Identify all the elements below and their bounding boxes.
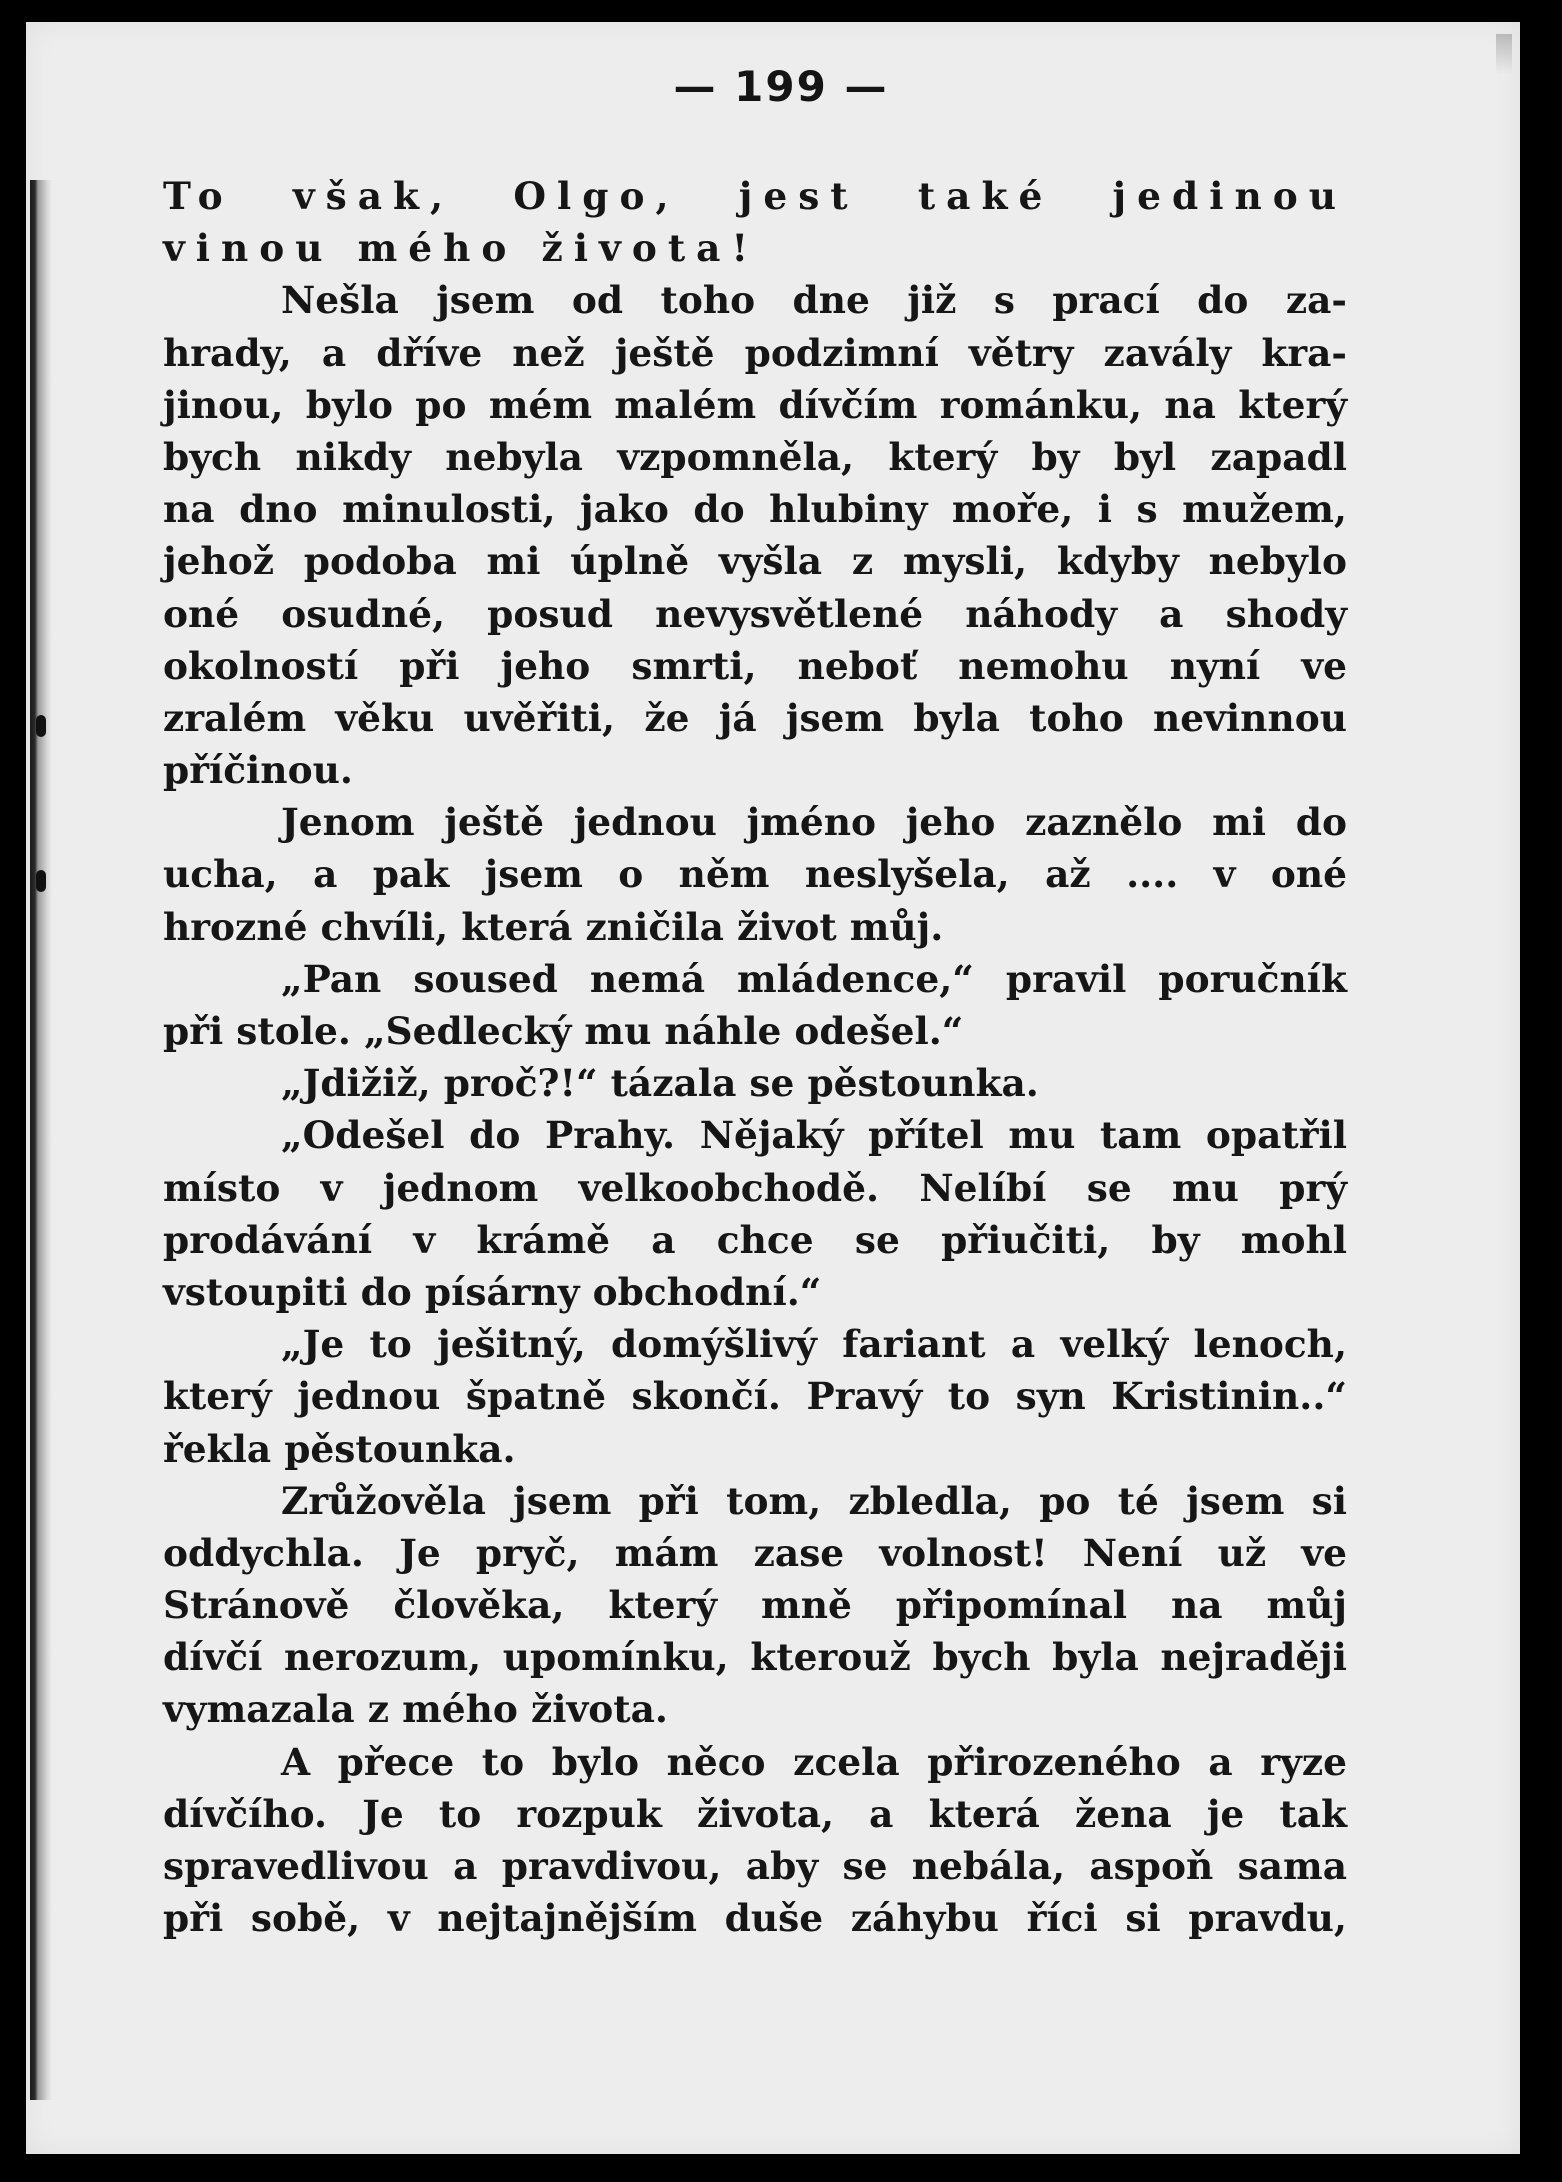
- body-text: [163, 170, 1347, 1944]
- text-line: zralém věku uvěřiti, že já jsem byla toho nevinnou: [163, 695, 1347, 740]
- text-line: prodávání v krámě a chce se přiučiti, by mohl: [163, 1217, 1347, 1262]
- text-line: řekla pěstounka.: [163, 1426, 516, 1471]
- binding-mark: [36, 870, 46, 892]
- text-line: Stránově člověka, který mně připomínal na můj: [163, 1583, 1347, 1628]
- text-line: vstoupiti do písárny obchodní.“: [163, 1269, 822, 1314]
- text-line: vinou mého života!: [163, 226, 759, 271]
- page-number: — 199 —: [673, 62, 889, 111]
- text-line: na dno minulosti, jako do hlubiny moře, i s mužem,: [163, 487, 1347, 532]
- text-line: To však, Olgo, jest také jedinou: [163, 174, 1347, 218]
- text-line: „Jdižiž, proč?!“ tázala se pěstounka.: [281, 1061, 1039, 1106]
- text-line: oddychla. Je pryč, mám zase volnost! Není už ve: [163, 1530, 1347, 1575]
- text-line: jehož podoba mi úplně vyšla z mysli, kdyby nebylo: [163, 539, 1347, 584]
- text-line: Zrůžověla jsem při tom, zbledla, po té jsem si: [281, 1478, 1347, 1523]
- text-line: „Odešel do Prahy. Nějaký přítel mu tam opatřil: [281, 1113, 1347, 1158]
- text-line: vymazala z mého života.: [163, 1687, 668, 1732]
- text-line: A přece to bylo něco zcela přirozeného a ryze: [281, 1739, 1347, 1784]
- text-line: při sobě, v nejtajnějším duše záhybu říci si pravdu,: [163, 1896, 1347, 1941]
- binding-mark: [36, 715, 46, 737]
- text-line: „Je to ješitný, domýšlivý fariant a velký lenoch,: [281, 1322, 1347, 1367]
- text-line: spravedlivou a pravdivou, aby se nebála, aspoň sama: [163, 1844, 1347, 1888]
- book-binding-edge: [30, 180, 52, 2100]
- text-line: hrozné chvíli, která zničila život můj.: [163, 904, 944, 949]
- text-line: ucha, a pak jsem o něm neslyšela, až .... v oné: [163, 852, 1347, 897]
- text-line: místo v jednom velkoobchodě. Nelíbí se mu prý: [163, 1165, 1347, 1210]
- text-line: Jenom ještě jednou jméno jeho zaznělo mi do: [281, 800, 1347, 845]
- text-line: „Pan soused nemá mládence,“ pravil poručník: [281, 956, 1347, 1001]
- text-line: oné osudné, posud nevysvětlené náhody a shody: [163, 591, 1347, 636]
- text-line: okolností při jeho smrti, neboť nemohu nyní ve: [163, 643, 1347, 688]
- text-line: při stole. „Sedlecký mu náhle odešel.“: [163, 1009, 964, 1053]
- text-line: dívčí nerozum, upomínku, kterouž bych byla nejraději: [163, 1635, 1347, 1680]
- text-line: hrady, a dříve než ještě podzimní větry zavály kra-: [163, 330, 1347, 375]
- text-line: příčinou.: [163, 748, 353, 793]
- text-line: Nešla jsem od toho dne již s prací do za-: [281, 278, 1347, 323]
- text-line: jinou, bylo po mém malém dívčím románku, na který: [163, 382, 1347, 427]
- text-line: bych nikdy nebyla vzpomněla, který by byl zapadl: [163, 434, 1347, 479]
- text-line: dívčího. Je to rozpuk života, a která žena je tak: [163, 1791, 1347, 1836]
- text-line: který jednou špatně skončí. Pravý to syn Kristinin..“: [163, 1374, 1347, 1419]
